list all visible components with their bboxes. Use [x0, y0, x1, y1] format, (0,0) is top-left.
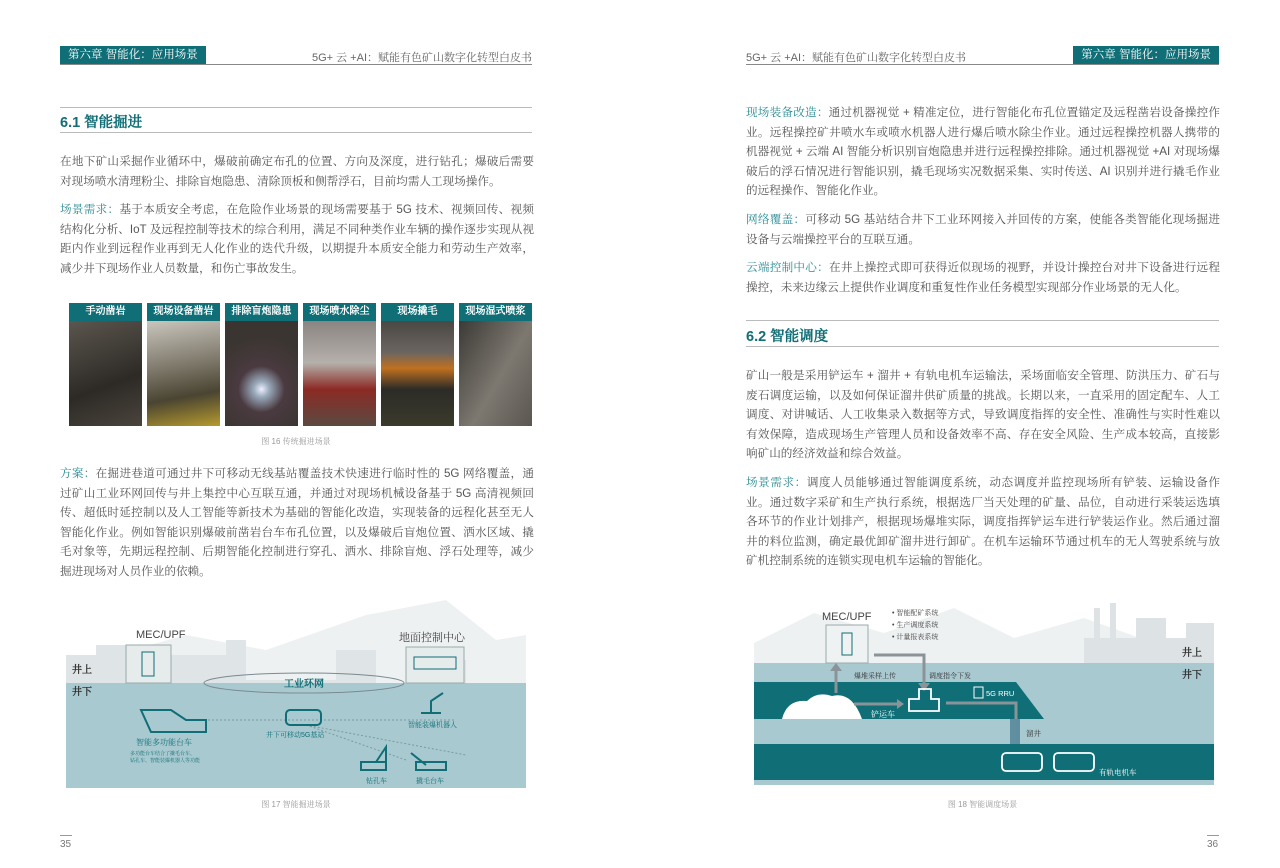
figure-18-diagram	[754, 583, 1214, 788]
system-item: • 计量报表系统	[892, 634, 939, 641]
paragraph-lead: 网络覆盖：	[746, 212, 806, 226]
below-ground-label: 井下	[72, 687, 92, 698]
paragraph-text: 可移动 5G 基站结合井下工业环网接入并回传的方案，使能各类智能化现场掘进设备与云端操控平台的互联互通。	[746, 212, 1220, 246]
right-dispatch	[746, 366, 1220, 580]
section-title: 6.1 智能掘进	[60, 115, 143, 131]
chapter-tab: 第六章 智能化：应用场景	[1073, 46, 1219, 65]
paragraph	[746, 258, 1220, 297]
drill-truck-label: 钻孔车	[366, 778, 387, 785]
paragraph-lead: 云端控制中心：	[746, 261, 829, 275]
right-intro	[746, 103, 1220, 306]
paragraph	[746, 103, 1220, 201]
photo-scaling	[381, 303, 454, 426]
section-rule	[60, 107, 532, 108]
paragraph-lead: 现场装备改造：	[746, 106, 829, 119]
paragraph: 在地下矿山采掘作业循环中，爆破前确定布孔的位置、方向及深度，进行钻孔；爆破后需要对现场喷水清理粉尘、排除盲炮隐患、清除顶板和侧帮浮石，目前均需人工现场操作。	[60, 155, 534, 188]
chute-label: 溜井	[1026, 729, 1041, 738]
header-rule	[746, 64, 1219, 65]
section-title: 6.2 智能调度	[746, 329, 829, 345]
ring-network-label: 工业环网	[284, 679, 324, 690]
dispatch-label: 调度指令下发	[929, 673, 971, 680]
chapter-tab: 第六章 智能化：应用场景	[60, 46, 206, 65]
page-number-rule	[1207, 835, 1219, 836]
paragraph-text: 通过机器视觉 + 精准定位，进行智能化布孔位置锚定及远程凿岩设备操控作业。远程操控矿井喷水车或喷水机器人进行爆后喷水除尘作业。通过远程操控机器人携带的机器视觉 + 云端 AI 智能分析识别盲炮隐患并进行远程操控排除。通过机器视觉 +AI 对现场爆破后的浮石情况进行智能识别，撬毛现场实况数据采集、实时传送、AI 识别并进行撬毛作业的远程操作、智能化作业。	[746, 106, 1220, 198]
paragraph-text: 基于本质安全考虑，在危险作业场景的现场需要基于 5G 技术、视频回传、视频结构化分析、IoT 及远程控制等技术的综合利用，满足不同种类作业车辆的操作逐步实现从视距内作业到远程作业再到无人化作业的迭代升级，以期提升本质安全能力和劳动生产效率，减少井下现场作业人员数量，和伤亡事故发生。	[60, 203, 534, 275]
figure-caption: 图 18 智能调度场景	[947, 800, 1018, 809]
page-number-rule	[60, 835, 72, 836]
loader-label: 铲运车	[871, 710, 895, 719]
photo-label: 现场湿式喷浆	[459, 303, 532, 321]
system-item: • 智能配矿系统	[892, 610, 939, 617]
paragraph-text: 调度人员能够通过智能调度系统，动态调度并监控现场所有铲装、运输设备作业。通过数字采矿和生产执行系统，根据选厂当天处理的矿量、品位，自动进行采装运选填各环节的作业计划排产，根据现场爆堆实际，调度指挥铲运车进行铲装运作业。然后通过溜井的料位监测，确定最优卸矿溜井进行卸矿。在机车运输环节通过机车的无人驾驶系统与放矿机控制系统的连锁实现电机车运输的智能化。	[746, 475, 1220, 568]
page-number: 36	[1207, 839, 1219, 850]
mec-label: MEC/UPF	[136, 629, 186, 641]
paragraph	[60, 200, 534, 278]
above-ground-label: 井上	[1182, 648, 1202, 659]
photo-manual-drilling	[69, 303, 142, 426]
left-solution	[60, 464, 534, 591]
photo-misfire	[225, 303, 298, 426]
upload-label: 爆堆采样上传	[854, 673, 896, 680]
jumbo-note: 多功能台车结合了撬毛台车、	[130, 751, 196, 757]
mec-building	[826, 625, 868, 663]
below-ground-label: 井下	[1182, 670, 1202, 681]
above-ground-label: 井上	[72, 665, 92, 676]
figure-17-diagram	[66, 595, 526, 790]
photo-label: 排除盲炮隐患	[225, 303, 298, 321]
photo-label: 现场撬毛	[381, 303, 454, 321]
paragraph-text: 在掘进巷道可通过井下可移动无线基站覆盖技术快速进行临时性的 5G 网络覆盖，通过矿山工业环网回传与井上集控中心互联互通，并通过对现场机械设备基于 5G 高清视频回传、超低时延控制以及人工智能等新技术为基础的智能化改造，实现装备的远程化甚至无人智能化作业。例如智能识别爆破前凿岩台车布孔位置，以及爆破后盲炮位置、洒水区域、撬毛对象等，先期远程控制、后期智能化控制进行穿孔、洒水、排除盲炮、浮石处理等，减少掘进现场对人员作业的依赖。	[60, 467, 534, 578]
header-rule	[60, 64, 532, 65]
running-header: 5G+ 云 +AI：赋能有色矿山数字化转型白皮书	[311, 52, 532, 64]
paragraph-lead: 场景需求：	[746, 475, 807, 489]
photo-wet-shotcrete	[459, 303, 532, 426]
photo-water-spray	[303, 303, 376, 426]
train-label: 有轨电机车	[1099, 768, 1137, 777]
photo-label: 现场喷水除尘	[303, 303, 376, 321]
section-rule	[746, 320, 1219, 321]
photo-equipment-drilling	[147, 303, 220, 426]
photo-label: 手动凿岩	[69, 303, 142, 321]
figure-caption: 图 16 传统掘进场景	[261, 437, 331, 446]
mec-label: MEC/UPF	[822, 611, 872, 623]
paragraph-text: 在井上操控式即可获得近似现场的视野，并设计操控台对井下设备进行远程操控，未来边缘云上提供作业调度和重复性作业任务模型实现部分作业场景的无人化。	[746, 261, 1220, 294]
photo-label: 现场设备凿岩	[147, 303, 220, 321]
paragraph	[746, 210, 1220, 249]
paragraph	[746, 473, 1220, 571]
page-number: 35	[60, 839, 72, 850]
system-item: • 生产调度系统	[892, 622, 939, 629]
scaling-truck-label: 撬毛台车	[416, 778, 444, 785]
mec-building	[126, 645, 171, 683]
robot-label: 智能装爆机器人	[408, 722, 457, 729]
section-rule	[60, 132, 532, 133]
traditional-photos	[69, 303, 532, 426]
paragraph-lead: 场景需求：	[60, 203, 120, 217]
jumbo-label: 智能多功能台车	[136, 738, 192, 747]
left-intro	[60, 152, 534, 288]
base-station-label: 井下可移动5G基站	[266, 732, 325, 739]
control-center-building	[406, 647, 464, 683]
ore-chute	[1010, 719, 1020, 744]
control-center-label: 地面控制中心	[399, 632, 465, 644]
running-header: 5G+ 云 +AI：赋能有色矿山数字化转型白皮书	[746, 52, 967, 64]
paragraph: 矿山一般是采用铲运车 + 溜井 + 有轨电机车运输法，采场面临安全管理、防洪压力、矿石与废石调度运输，以及如何保证溜井供矿质量的挑战。长期以来，一直采用的固定配车、人工调度、对讲喊话、人工收集录入数据等方式，导致调度指挥的安全性、准确性与实时性难以有效保障，造成现场生产管理人员和设备效率不高、存在安全风险、生产成本较高，直接影响矿山的经济效益和综合效益。	[746, 369, 1220, 461]
paragraph-lead: 方案：	[60, 467, 96, 480]
figure-caption: 图 17 智能掘进场景	[261, 800, 331, 809]
section-rule	[746, 346, 1219, 347]
rru-label: 5G RRU	[986, 689, 1015, 698]
paragraph	[60, 464, 534, 582]
lower-tunnel	[754, 744, 1214, 780]
jumbo-note: 钻孔车、智能装爆机器人等功能	[130, 758, 201, 764]
